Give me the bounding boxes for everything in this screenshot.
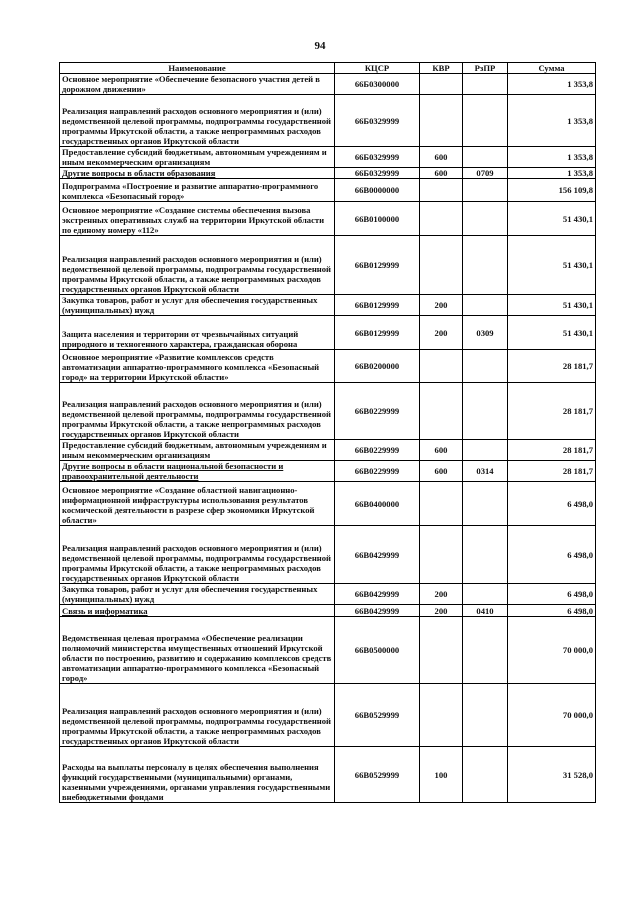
table-row: [60, 605, 596, 617]
cell-rzpr: 0709: [463, 168, 508, 179]
cell-rzpr: [463, 74, 508, 95]
cell-sum: 51 430,1: [508, 236, 596, 295]
cell-sum: 28 181,7: [508, 440, 596, 461]
cell-name: Реализация направлений расходов основного мероприятия и (или) ведомственной целевой программы, подпрограммы государственной программы Иркутской области, а также непрограммных расходов государственных органов Иркутской области: [60, 95, 335, 147]
cell-sum: 1 353,8: [508, 74, 596, 95]
cell-kvr: 600: [420, 461, 463, 482]
cell-sum: 6 498,0: [508, 526, 596, 584]
cell-kvr: [420, 617, 463, 684]
header-kcsr: КЦСР: [335, 63, 420, 74]
cell-kcsr: 66В0229999: [335, 383, 420, 440]
cell-kvr: [420, 684, 463, 747]
cell-rzpr: [463, 95, 508, 147]
table-row: [60, 179, 596, 202]
cell-name: Основное мероприятие «Обеспечение безопасного участия детей в дорожном движении»: [60, 74, 335, 95]
table-row: [60, 684, 596, 747]
cell-name: Расходы на выплаты персоналу в целях обеспечения выполнения функций государственными (муниципальными) органами, казенными учреждениями, органами управления государственными внебюджетными фондами: [60, 747, 335, 803]
cell-kcsr: 66В0200000: [335, 350, 420, 383]
cell-kcsr: 66Б0300000: [335, 74, 420, 95]
cell-kcsr: 66Б0329999: [335, 95, 420, 147]
cell-sum: 1 353,8: [508, 147, 596, 168]
table-row: [60, 350, 596, 383]
cell-kcsr: 66В0229999: [335, 461, 420, 482]
cell-kcsr: 66В0429999: [335, 605, 420, 617]
table-header-row: [60, 63, 596, 74]
cell-kvr: [420, 179, 463, 202]
cell-sum: 1 353,8: [508, 95, 596, 147]
header-sum: Сумма: [508, 63, 596, 74]
cell-sum: 31 528,0: [508, 747, 596, 803]
cell-kvr: 200: [420, 605, 463, 617]
cell-rzpr: [463, 617, 508, 684]
table-body: [60, 74, 596, 803]
cell-name: Основное мероприятие «Создание областной навигационно-информационной инфраструктуры использования результатов космической деятельности в разрезе сфер экономики Иркутской области»: [60, 482, 335, 526]
cell-name: Закупка товаров, работ и услуг для обеспечения государственных (муниципальных) нужд: [60, 584, 335, 605]
cell-name: Основное мероприятие «Создание системы обеспечения вызова экстренных оперативных служб на территории Иркутской области по единому номеру «112»: [60, 202, 335, 236]
cell-rzpr: [463, 684, 508, 747]
cell-name: Реализация направлений расходов основного мероприятия и (или) ведомственной целевой программы, подпрограммы государственной программы Иркутской области, а также непрограммных расходов государственных органов Иркутской области: [60, 236, 335, 295]
table-row: [60, 482, 596, 526]
cell-sum: 28 181,7: [508, 461, 596, 482]
cell-kvr: [420, 482, 463, 526]
cell-name: Связь и информатика: [60, 605, 335, 617]
cell-kcsr: 66В0400000: [335, 482, 420, 526]
cell-kcsr: 66В0500000: [335, 617, 420, 684]
cell-name: Закупка товаров, работ и услуг для обеспечения государственных (муниципальных) нужд: [60, 295, 335, 316]
cell-rzpr: [463, 236, 508, 295]
cell-kcsr: 66Б0329999: [335, 168, 420, 179]
cell-sum: 51 430,1: [508, 202, 596, 236]
table-row: [60, 440, 596, 461]
cell-kvr: 200: [420, 584, 463, 605]
cell-sum: 51 430,1: [508, 316, 596, 350]
cell-kcsr: 66Б0329999: [335, 147, 420, 168]
table-row: [60, 236, 596, 295]
cell-rzpr: [463, 179, 508, 202]
cell-rzpr: [463, 440, 508, 461]
table-row: [60, 147, 596, 168]
cell-rzpr: [463, 147, 508, 168]
table-row: [60, 584, 596, 605]
cell-kcsr: 66В0129999: [335, 316, 420, 350]
cell-name: Основное мероприятие «Развитие комплексов средств автоматизации аппаратно-программного комплекса «Безопасный город» на территории Иркутской области»: [60, 350, 335, 383]
cell-rzpr: [463, 350, 508, 383]
table-row: [60, 617, 596, 684]
cell-kvr: [420, 236, 463, 295]
cell-kvr: [420, 95, 463, 147]
cell-rzpr: [463, 295, 508, 316]
cell-kvr: [420, 383, 463, 440]
cell-name: Защита населения и территории от чрезвычайных ситуаций природного и техногенного характера, гражданская оборона: [60, 316, 335, 350]
cell-kvr: [420, 74, 463, 95]
table-row: [60, 461, 596, 482]
cell-name: Реализация направлений расходов основного мероприятия и (или) ведомственной целевой программы, подпрограммы государственной программы Иркутской области, а также непрограммных расходов государственных органов Иркутской области: [60, 383, 335, 440]
cell-sum: 70 000,0: [508, 684, 596, 747]
cell-sum: 6 498,0: [508, 605, 596, 617]
cell-sum: 51 430,1: [508, 295, 596, 316]
cell-name: Ведомственная целевая программа «Обеспечение реализации полномочий министерства имущественных отношений Иркутской области по построению, развитию и содержанию комплексов средств автоматизации аппаратно-программного комплекса «Безопасный город»: [60, 617, 335, 684]
cell-name: Предоставление субсидий бюджетным, автономным учреждениям и иным некоммерческим организациям: [60, 147, 335, 168]
cell-kvr: 200: [420, 316, 463, 350]
table-row: [60, 295, 596, 316]
table-row: [60, 168, 596, 179]
cell-kvr: 200: [420, 295, 463, 316]
cell-kvr: 600: [420, 440, 463, 461]
cell-rzpr: [463, 747, 508, 803]
cell-kvr: [420, 526, 463, 584]
cell-name: Реализация направлений расходов основного мероприятия и (или) ведомственной целевой программы, подпрограммы государственной программы Иркутской области, а также непрограммных расходов государственных органов Иркутской области: [60, 526, 335, 584]
cell-rzpr: [463, 202, 508, 236]
cell-kvr: 600: [420, 168, 463, 179]
header-kvr: КВР: [420, 63, 463, 74]
cell-kcsr: 66В0000000: [335, 179, 420, 202]
cell-rzpr: 0410: [463, 605, 508, 617]
cell-sum: 28 181,7: [508, 350, 596, 383]
budget-table: [59, 62, 596, 803]
cell-kcsr: 66В0129999: [335, 236, 420, 295]
header-rzpr: РзПР: [463, 63, 508, 74]
cell-rzpr: [463, 482, 508, 526]
table-row: [60, 383, 596, 440]
header-name: Наименование: [60, 63, 335, 74]
cell-rzpr: [463, 526, 508, 584]
cell-kcsr: 66В0429999: [335, 584, 420, 605]
cell-kcsr: 66В0100000: [335, 202, 420, 236]
cell-rzpr: 0314: [463, 461, 508, 482]
table-row: [60, 95, 596, 147]
cell-name: Подпрограмма «Построение и развитие аппаратно-программного комплекса «Безопасный город»: [60, 179, 335, 202]
cell-kvr: [420, 350, 463, 383]
page-number: 94: [314, 40, 326, 52]
cell-name: Предоставление субсидий бюджетным, автономным учреждениям и иным некоммерческим организациям: [60, 440, 335, 461]
cell-kcsr: 66В0129999: [335, 295, 420, 316]
cell-sum: 6 498,0: [508, 482, 596, 526]
cell-name: Реализация направлений расходов основного мероприятия и (или) ведомственной целевой программы, подпрограммы государственной программы Иркутской области, а также непрограммных расходов государственных органов Иркутской области: [60, 684, 335, 747]
cell-rzpr: [463, 584, 508, 605]
cell-kcsr: 66В0229999: [335, 440, 420, 461]
cell-sum: 6 498,0: [508, 584, 596, 605]
table-row: [60, 747, 596, 803]
cell-rzpr: [463, 383, 508, 440]
cell-name: Другие вопросы в области образования: [60, 168, 335, 179]
cell-kcsr: 66В0429999: [335, 526, 420, 584]
table-row: [60, 202, 596, 236]
cell-sum: 28 181,7: [508, 383, 596, 440]
cell-sum: 1 353,8: [508, 168, 596, 179]
table-row: [60, 74, 596, 95]
cell-sum: 70 000,0: [508, 617, 596, 684]
cell-rzpr: 0309: [463, 316, 508, 350]
table-row: [60, 526, 596, 584]
table-row: [60, 316, 596, 350]
cell-kvr: 100: [420, 747, 463, 803]
cell-kcsr: 66В0529999: [335, 684, 420, 747]
cell-kvr: [420, 202, 463, 236]
cell-kvr: 600: [420, 147, 463, 168]
cell-kcsr: 66В0529999: [335, 747, 420, 803]
cell-sum: 156 109,8: [508, 179, 596, 202]
cell-name: Другие вопросы в области национальной безопасности и правоохранительной деятельности: [60, 461, 335, 482]
